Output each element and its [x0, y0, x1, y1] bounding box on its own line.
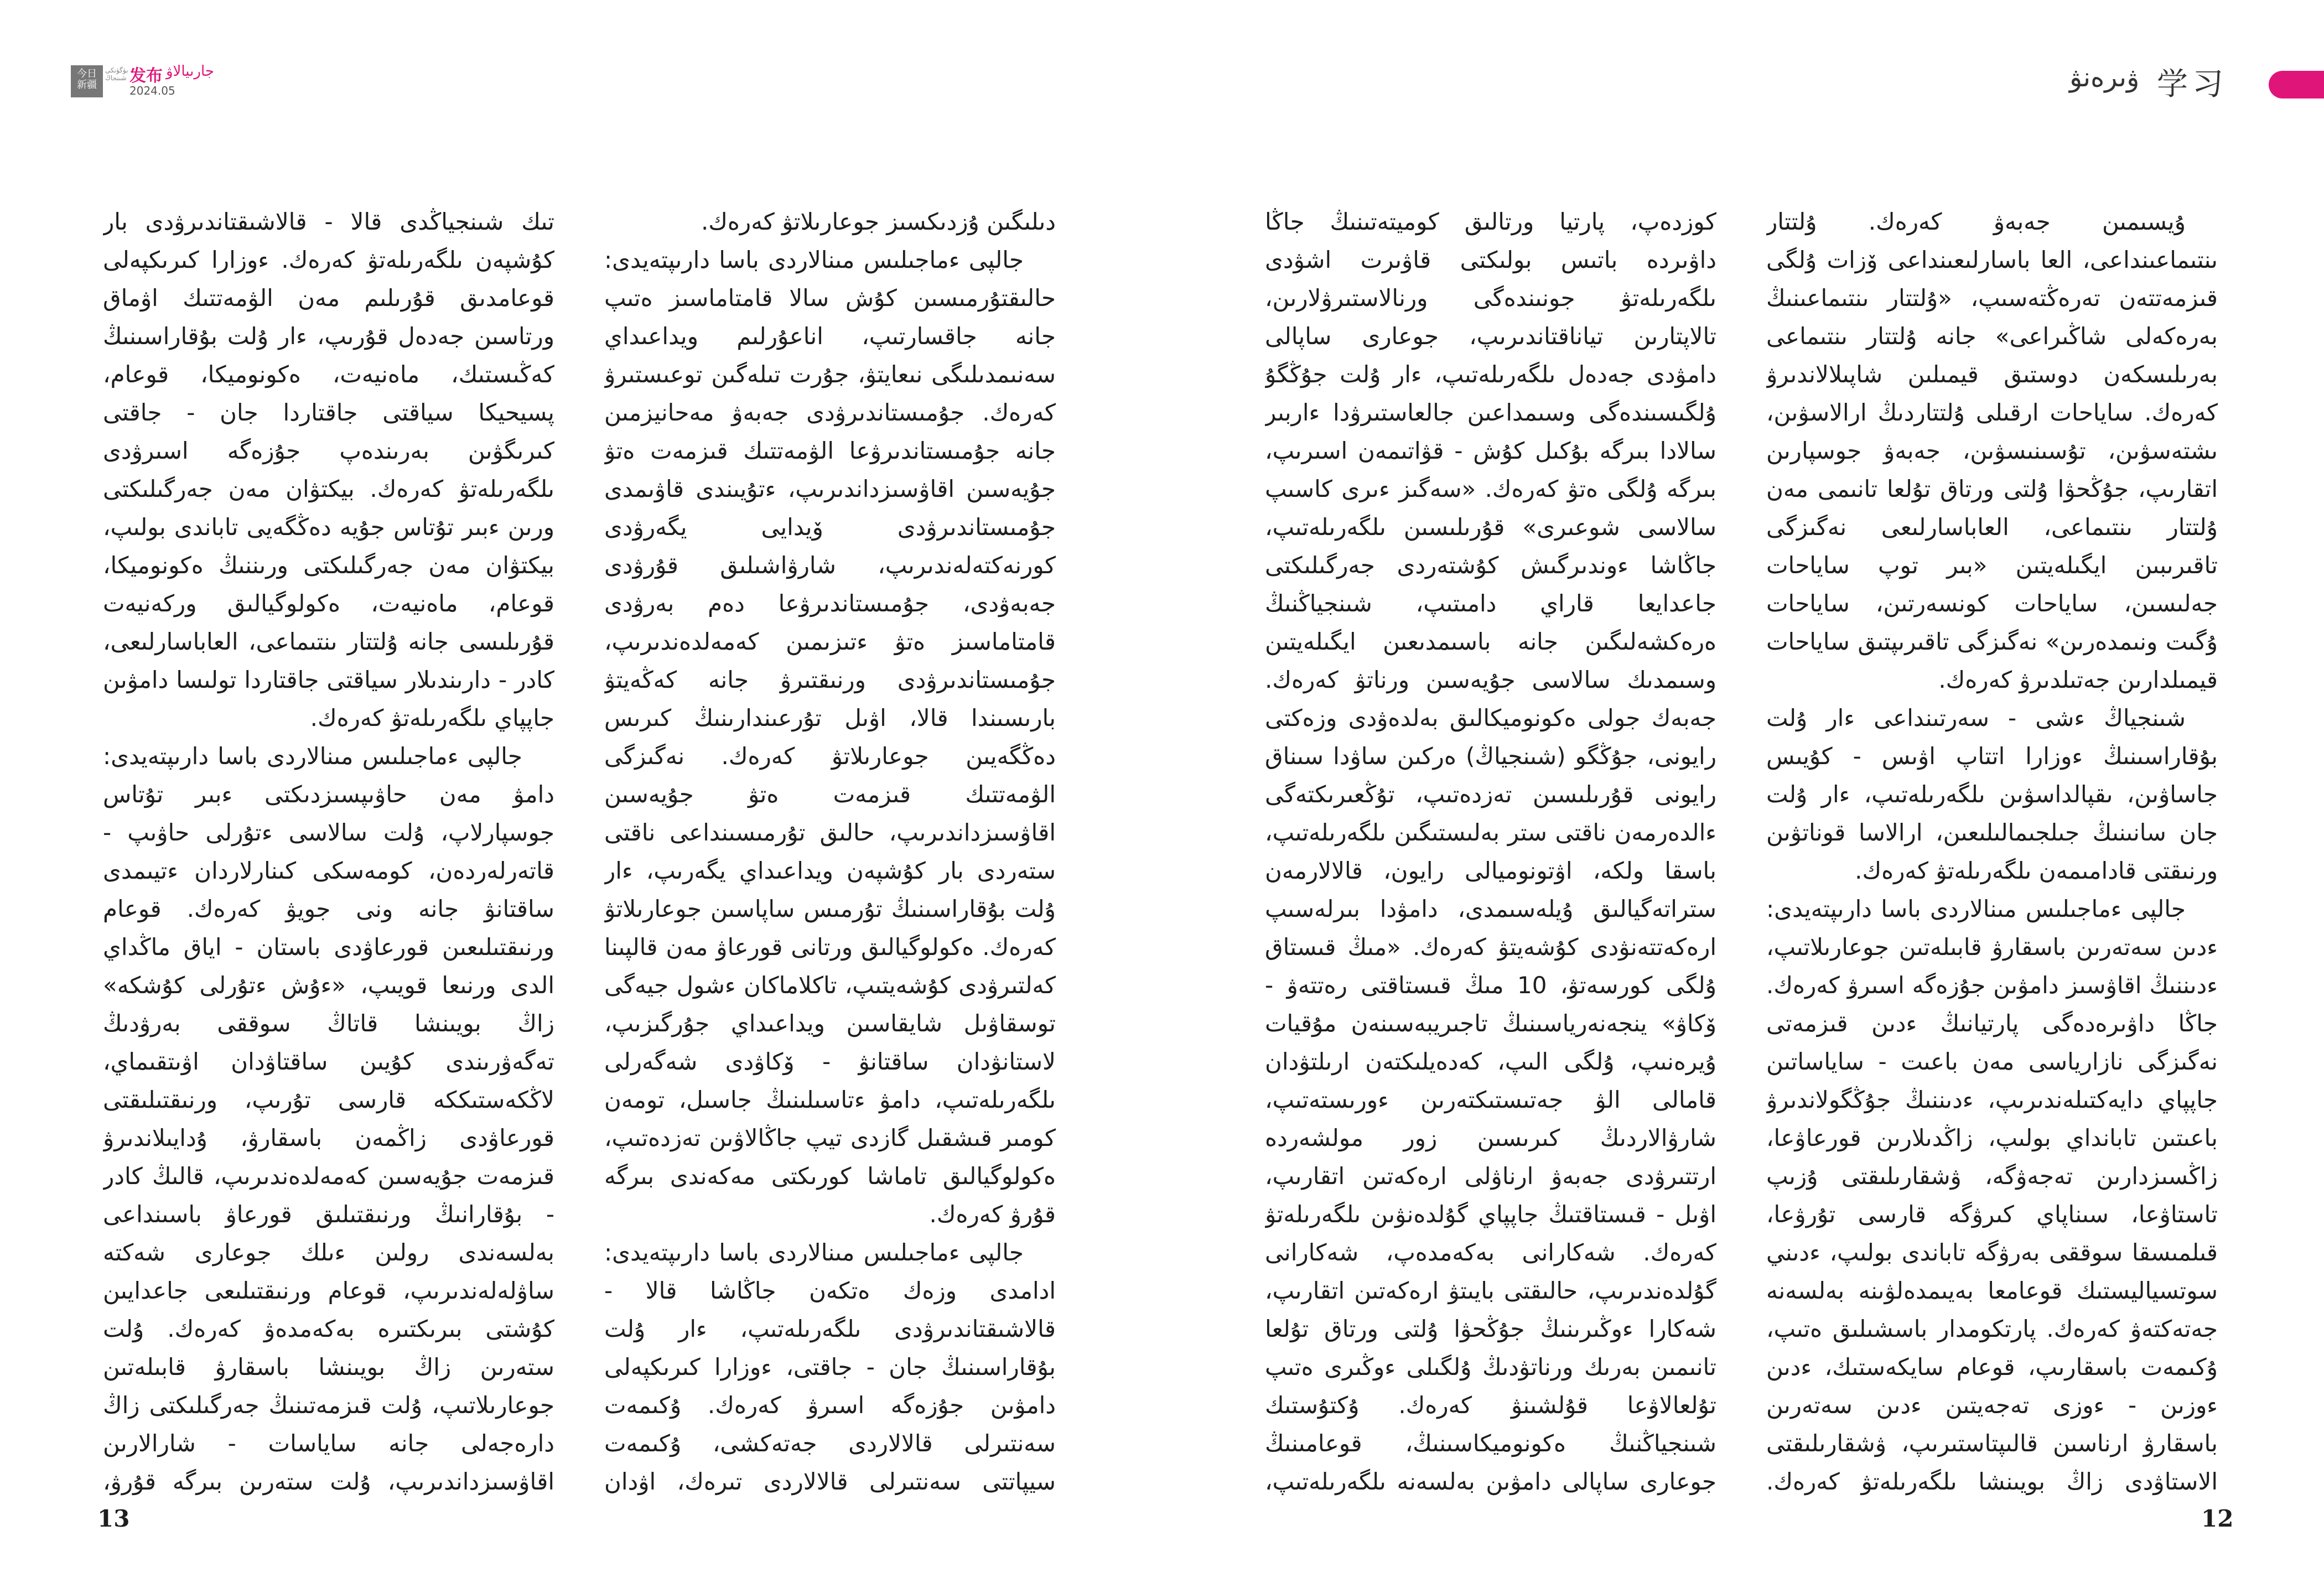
page-number-12: 12: [2201, 1505, 2234, 1532]
text-column-p12-left: [1265, 203, 1716, 1503]
page-number-13: 13: [97, 1505, 130, 1532]
text-column-p13-right: [604, 203, 1056, 1503]
paragraph: ۇيسىمىن جەبەۋ كەرەك. ۇلتتار ىنتىماعىنداعى، العا باسارلىعىنداعى ۆزات ۇلگى قىزمەتتەن تەرەڭتەسىپ، «ۇلتتار ىنتىماعىنىڭ بەرەكەلى شاڭىراعى» جانە ۇلتتار ىنتىماعى بەرىلىسكەن دوستىق قيمىلىن شاپىلالاندىرۋ كەرەك. ساياحات ارقىلى ۇلتتاردىڭ ارالاسۋىن، ىشتەسۋىن، تۇسىنىسۋىن، جەبەۋ جوسپارىن اتقارىپ، جۇڭحۋا ۇلتى ورتاق تۇلعا تانىمى مەن ۇلتتار ىنتىماعى، العاباسارلىعى نەگىزگى تاقىرىبىن ايگىلەيتىن «بىر توپ ساياحات جەلىسىن، ساياحات كونسەرتىن، ساياحات ۇگىت ونىمدەرىن» نەگىزگى تاقىرىپتىق ساياحات قيمىلدارىن جەتىلدىرۋ كەرەك.: [1766, 208, 2218, 693]
paragraph: شىنجياڭ ءشى - سەرتىنداعى ءار ۇلت بۇقاراسىنىڭ ءوزارا اتتاپ اۋىس - كۇيىس جاساۋىن، ىقپالداسۋىن ىلگەرىلەتىپ، ءار ۇلت جان سانىنىڭ جىلجىمالىلىعىن، ارالاسا قوناتۋىن ورنىقتى قادامىمەن ىلگەرىلەتۋ كەرەك.: [1766, 704, 2218, 884]
paragraph: كوزدەپ، پارتيا ورتالىق كوميتەتىنىڭ جاڭا داۋىردە باتىس بولىكتى قاۋىرت اشۋدى ىلگەرىلەتۋ جونىندەگى ورنالاستىرۋلارىن، تالاپتارىن تياناقتاندىرىپ، جوعارى ساپالى دامۋدى جەدەل ىلگەرىلەتىپ، ءار ۇلت جۇڭگۇ ۇلگىسىندەگى وسىمداعىن جالعاستىرۋدا ءاربىر سالادا بىرگە بۇكىل كۇش - قۋاتىمەن اسىرىپ، بىرگە ۇلگى ەتۋ كەرەك. «سەگىز ءىرى كاسىپ سالاسى شوعىرى» قۇرىلىسىن ىلگەرىلەتىپ، جاڭاشا ءوندىرگىش كۇشتەردى جەرگىلىكتى جاعدايعا قاراي دامىتىپ، شىنجياڭنىڭ ەرەكشەلىگىن جانە باسىمدىعىن ايگىلەيتىن وسىمدىك سالاسى جۇيەسىن ورناتۋ كەرەك. جەبەك جولى ەكونوميكالىق بەلدەۋدى وزەكتى رايونى، جۇڭگو (شىنجياڭ) ەركىن ساۋدا سىناق رايونى قۇرىلىسىن تەزدەتىپ، تۇڭعىرىكتەگى ءالدەرمەن ناقتى ستر بەلىستىگىن ىلگەرىلەتىپ، باسقا ولكە، اۋتونوميالى رايون، قالالارمەن ستراتەگيالىق ۇيلەسىمدى، دامۋدا بىرلەسىپ ارەكەتتەنۋدى كۇشەيتۋ كەرەك. «مىڭ قىستاق ۇلگى كورسەتۋ، 10 مىڭ قىستاقتى رەتتەۋ - ۆكاۋ» ينجەنەرياسىنىڭ تاجىريبەسىنەن مۇقيات ۇيرەنىپ، ۇلگى الىپ، كەدەيلىكتەن ارىلتۋدان قامالى الۋ جەتىستىكتەرىن ءورىستەتىپ، شارۋالاردىڭ كىرىسىن زور مولشەردە ارتتىرۋدى جەبەۋ ارناۋلى ارەكەتىن اتقارىپ، اۋىل - قىستاقتىڭ جاپپاي گۇلدەنۋىن ىلگەرىلەتۋ كەرەك. شەكارانى بەكەمدەپ، شەكارانى گۇلدەندىرىپ، حالىقتى بايىتۋ ارەكەتىن اتقارىپ، شەكارا ءوڭىرىنىڭ جۇڭحۋا ۇلتى ورتاق تۇلعا تانىمىن بەرىك ورناتۋدىڭ ۇلگىلى ءوڭىرى ەتىپ تۇلعالاۋعا قۇلشىنۋ كەرەك. ۇكتۇستىك شىنجياڭنىڭ ەكونوميكاسىنىڭ، قوعامىنىڭ جوعارى ساپالى دامۋىن بەلسەنە ىلگەرىلەتىپ،: [1265, 208, 1716, 1495]
magazine-logo-subtitle: بۈگۈنكى شىنجاڭ: [105, 66, 128, 82]
page-12: [1162, 0, 2324, 1588]
paragraph: دىلىگىن ۇزدىكسىز جوعارىلاتۋ كەرەك.: [701, 208, 1056, 235]
text-column-p12-right: [1766, 203, 2218, 1503]
section-title-uyghur: ۋىرەنۋ: [2069, 62, 2140, 93]
paragraph: تىك شىنجياڭدى قالا - قالاشىقتاندىرۋدى بار كۇشپەن ىلگەرىلەتۋ كەرەك. ءوزارا كىرىكپەلى قوعامدىق قۇرىلىم مەن الۋمەتتىك اۋماق ورتاسىن جەدەل قۇرىپ، ءار ۇلت بۇقاراسىنىڭ كەڭىستىك، ماەنيەت، ەكونوميكا، قوعام، پسيحيكا سياقتى جاقتاردا جان - جاقتى كىرىگۋىن بەرىندەپ جۇزەگە اسىرۋدى ىلگەرىلەتۋ كەرەك. بيكتۋان مەن جەرگىلىكتى ورىن ءبىر تۇتاس جۇيە دەڭگەيى تاباندى بولىپ، بيكتۋان مەن جەرگىلىكتى ورىننىڭ ەكونوميكا، قوعام، ماەنيەت، ەكولوگيالىق وركەنيەت قۇرىلىسى جانە ۇلتتار ىنتىماعى، العاباسارلىعى، كادر - دارىندىلار سياقتى جاقتاردا تولىسا دامۋىن جاپپاي ىلگەرىلەتۋ كەرەك.: [103, 208, 554, 731]
section-tab-marker: [2269, 71, 2324, 98]
issue-date: 2024.05: [129, 84, 175, 97]
text-column-p13-left: [103, 203, 554, 1503]
paragraph: جالپى ءماجىلىس مىنالاردى باسا دارىپتەيدى: دامۋ مەن حاۋىپسىزدىكتى ءبىر تۇتاس جوسپارلاپ، ۇلت سالاسى ءتۇرلى حاۋىپ - قاتەرلەردەن، كومەسكى كىنارلاردان ءتيىمدى ساقتانۋ جانە ونى جويۋ كەرەك. قوعام ورنىقتىلىعىن قورعاۋدى باستان - اياق ماڭداي الدى ورنىعا قويىپ، «ءۇش ءتۇرلى كۇشكە» زاڭ بويىنشا قاتاڭ سوققى بەرۋدىڭ تەگەۋرىندى كۇيىن ساقتاۋدان اۋىتقىماي، لاڭكەستىككە قارسى تۇرىپ، ورنىقتىلىقتى قورعاۋدى زاڭمەن باسقارۋ، ۇدايىلاندىرۋ قىزمەت جۇيەسىن كەمەلدەندىرىپ، قالىڭ كادر - بۇقارانىڭ ورنىقتىلىق قورعاۋ باسىنداعى بەلسەندى رولىن ءىلك جوعارى شەكتە ساۋلەلەندىرىپ، قوعام ورنىقتىلىعى جاعدايىن كۇشتى بىرىكتىرە بەكەمدەۋ كەرەك. ۇلت ستەرىن زاڭ بويىنشا باسقارۋ قابىلەتىن جوعارىلاتىپ، ۇلت قىزمەتىنىڭ جەرگىلىكتى زاڭ دارەجەلى جانە ساياسات - شارالارىن اقاۋسىزداندىرىپ، ۇلت ستەرىن بىرگە قۇرۋ،: [103, 743, 554, 1495]
release-label-uyghur: جارىيالاۋ: [166, 63, 214, 80]
paragraph: جالپى ءماجىلىس مىنالاردى باسا دارىپتەيدى: ادامدى وزەك ەتكەن جاڭاشا قالا - قالاشىقتاندىرۋدى ىلگەرىلەتىپ، ءار ۇلت بۇقاراسىنىڭ جان - جاقتى، ءوزارا كىرىكپەلى دامۋىن جۇزەگە اسىرۋ كەرەك. ۇكىمەت سەنتىرلى قالالاردى جەتەكشى، ۇكىمەت سيپاتتى سەنتىرلى قالالاردى تىرەك، اۋدان: [604, 1239, 1056, 1495]
release-label-chinese: 发布: [129, 66, 163, 86]
paragraph: جالپى ءماجىلىس مىنالاردى باسا دارىپتەيدى: ءدىن سەتەرىن باسقارۋ قابىلەتىن جوعارىلاتىپ، ءدىننىڭ اقاۋسىز دامۋىن جۇزەگە اسىرۋ كەرەك. جاڭا داۋىرەدەگى پارتيانىڭ ءدىن قىزمەتى نەگىزگى نازارياسى مەن باعىت - ساياساتىن جاپپاي دايەكتىلەندىرىپ، ءدىننىڭ جۇڭگولاندىرۋ باعىتىن تابانداي بولىپ، زاڭدىلارىن قورعاۋعا، زاڭسىزدارىن تەجەۋگە، ۋشقارىلىقتى ۇزىپ تاستاۋعا، سىناپاي كىرۋگە قارسى تۇرۋعا، قىلمىسقا سوققى بەرۋگە تاباندى بولىپ، ءدىني سوتسياليستىك قوعامعا بەيىمدەلۋىنە بەلسەنە جەتەكتەۋ كەرەك. پارتكومدار باسشىلىق ەتىپ، ۇكىمەت باسقارىپ، قوعام سايكەستىك، ءدىن ءوزىن - ءوزى تەجەيتىن ءدىن سەتەرىن باسقارۋ ارناسىن قالىپتاستىرىپ، ۋشقارىلىقتى الاستاۋدى زاڭ بويىنشا ىلگەرىلەتۋ كەرەك.: [1766, 895, 2218, 1495]
paragraph: جالپى ءماجىلىس مىنالاردى باسا دارىپتەيدى: حالىقتۇرمىسىن كۇش سالا قامتاماسىز ەتىپ جانە جاقسارتىپ، اناعۇرلىم ويداعىداي سەنىمدىلىگى نىعايتۋ، جۇرت تىلەگىن توعىستىرۋ كەرەك. جۇمىستاندىرۋدى جەبەۋ مەحانيزمىن جانە جۇمىستاندىرۋعا الۋمەتتىك قىزمەت ەتۋ جۇيەسىن اقاۋسىزداندىرىپ، ءتۇيىندى قاۋىمدى جۇمىستاندىرۋدى ۆيدايى يگەرۋدى كورنەكتەلەندىرىپ، شارۋاشىلىق قۇرۋدى جەبەۋدى، جۇمىستاندىرۋعا دەم بەرۋدى قامتاماسىز ەتۋ ءتىزىمىن كەمەلدەندىرىپ، جۇمىستاندىرۋدى ورنىقتىرۋ جانە كەڭەيتۋ بارىسىندا قالا، اۋىل تۇرعىندارىنىڭ كىرىس دەڭگەيىن جوعارىلاتۋ كەرەك. نەگىزگى الۋمەتتىك قىزمەت ەتۋ جۇيەسىن اقاۋسىزداندىرىپ، حالىق تۇرمىسىنداعى ناقتى ستەردى بار كۇشپەن ويداعىداي يگەرىپ، ءار ۇلت بۇقاراسىنىڭ تۇرمىس ساپاسىن جوعارىلاتۋ كەرەك. ەكولوگيالىق ورتانى قورعاۋ مەن قالپىنا كەلتىرۋدى كۇشەيتىپ، تاكلاماكان ءشول جيەگى توسقاۋىل شايقاسىن ويداعىداي جۇرگىزىپ، لاستانۋدان ساقتانۋ - ۆكاۋدى شەگەرلى ىلگەرىلەتىپ، دامۋ ءتاسىلىنىڭ جاسىل، تومەن كومىر قىشقىل گازدى تيپ جاڭالاۋىن تەزدەتىپ، ەكولوگيالىق تاماشا كورىكتى مەكەندى بىرگە قۇرۋ كەرەك.: [604, 246, 1056, 1228]
section-title-chinese: 学习: [2157, 66, 2228, 102]
magazine-logo: 今日 新疆: [71, 65, 103, 97]
